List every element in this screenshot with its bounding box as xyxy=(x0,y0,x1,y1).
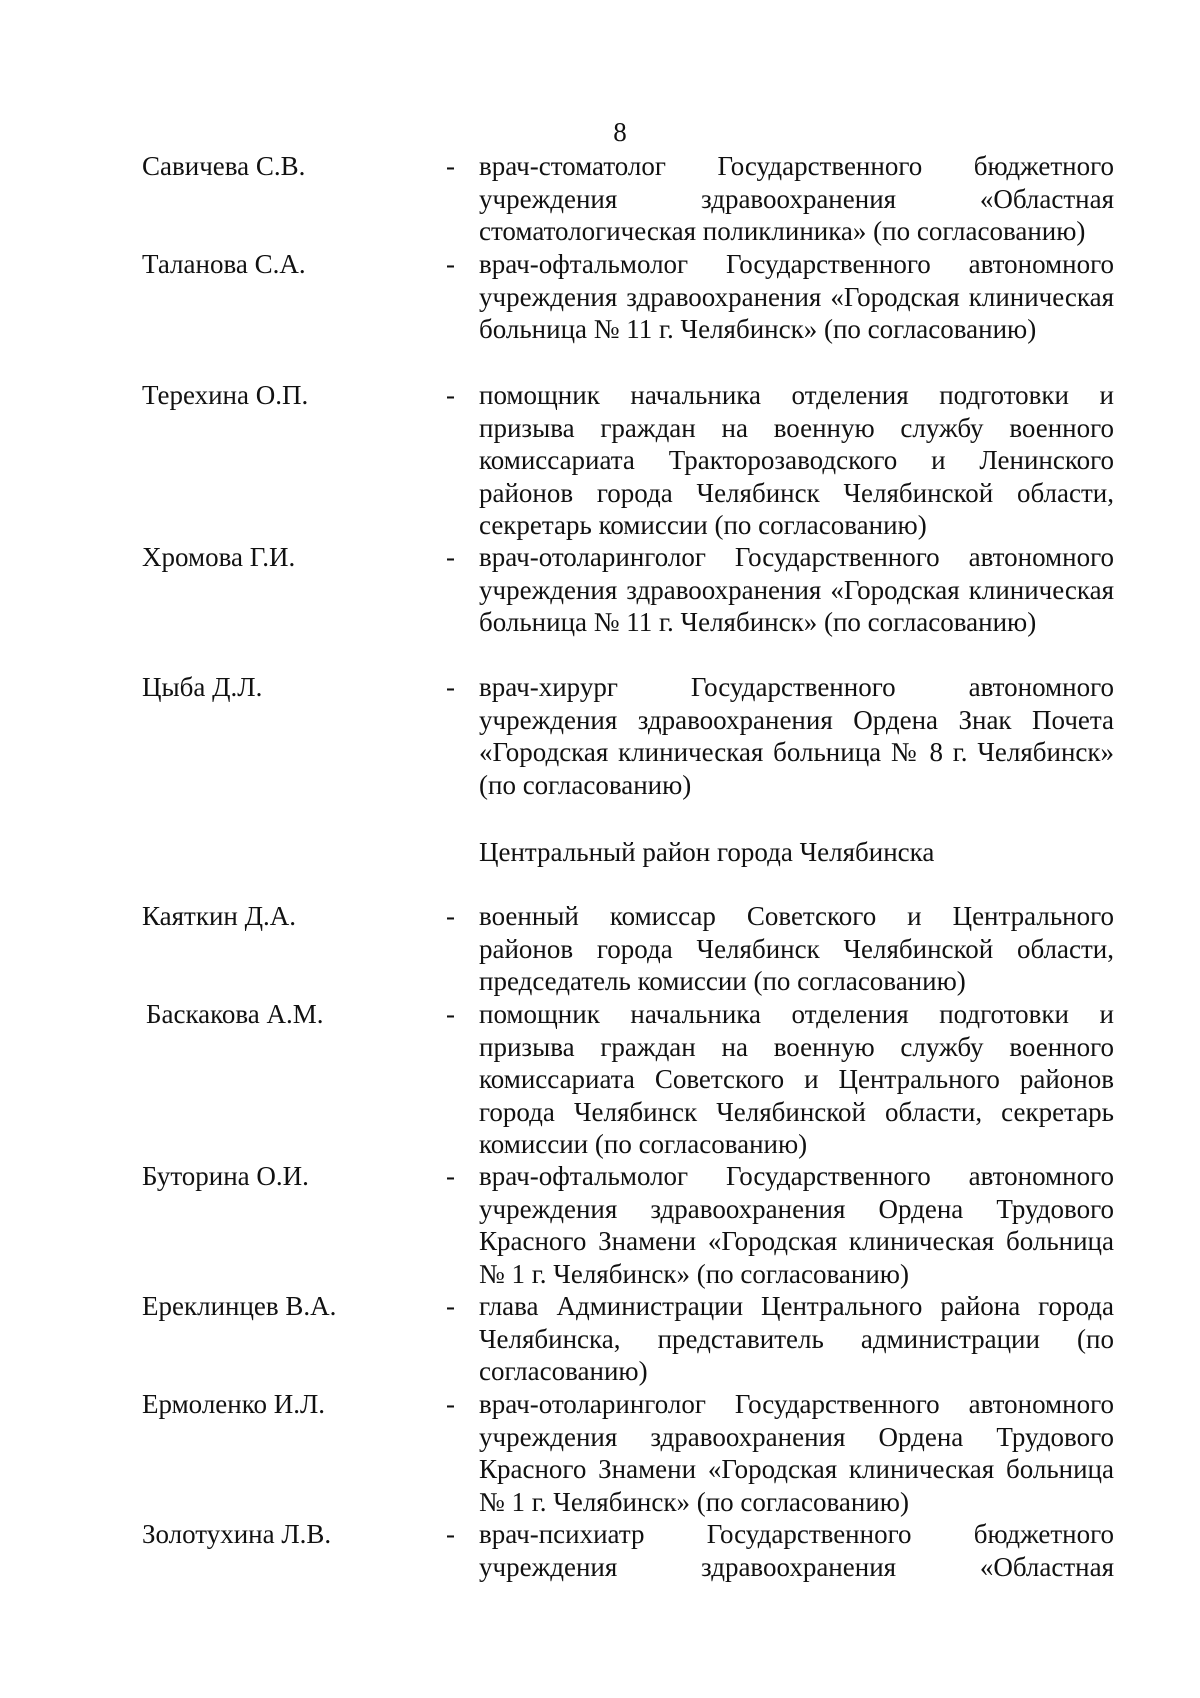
dash-separator: - xyxy=(446,1161,455,1191)
dash-separator: - xyxy=(446,1291,455,1321)
member-name: Савичева С.В. xyxy=(142,151,306,181)
member-name: Ермоленко И.Л. xyxy=(142,1389,326,1419)
member-position: врач-офтальмолог Государственного автономного учреждения здравоохранения Ордена Трудового Красного Знамени «Городская клиническая больница № 1 г. Челябинск» (по согласованию) xyxy=(479,1161,1114,1289)
dash-separator: - xyxy=(446,542,455,572)
member-name: Каяткин Д.А. xyxy=(142,901,297,931)
dash-separator: - xyxy=(446,999,455,1029)
member-name: Ереклинцев В.А. xyxy=(142,1291,337,1321)
member-position: врач-офтальмолог Государственного автономного учреждения здравоохранения «Городская клиническая больница № 11 г. Челябинск» (по согласованию) xyxy=(479,249,1114,344)
member-position: помощник начальника отделения подготовки и призыва граждан на военную службу военного комиссариата Тракторозаводского и Ленинского районов города Челябинск Челябинской области, секретарь комиссии (по согласованию) xyxy=(479,380,1114,540)
dash-separator: - xyxy=(446,1389,455,1419)
member-name: Терехина О.П. xyxy=(142,380,309,410)
member-position: глава Администрации Центрального района города Челябинска, представитель администрации (по согласованию) xyxy=(479,1291,1114,1386)
member-position: врач-стоматолог Государственного бюджетного учреждения здравоохранения «Областная стоматологическая поликлиника» (по согласованию) xyxy=(479,151,1114,246)
member-name: Хромова Г.И. xyxy=(142,542,296,572)
member-position: врач-психиатр Государственного бюджетного учреждения здравоохранения «Областная xyxy=(479,1519,1114,1582)
section-heading: Центральный район города Челябинска xyxy=(479,837,935,867)
member-position: врач-отоларинголог Государственного автономного учреждения здравоохранения Ордена Трудового Красного Знамени «Городская клиническая больница № 1 г. Челябинск» (по согласованию) xyxy=(479,1389,1114,1517)
member-position: врач-отоларинголог Государственного автономного учреждения здравоохранения «Городская клиническая больница № 11 г. Челябинск» (по согласованию) xyxy=(479,542,1114,637)
member-position: военный комиссар Советского и Центрального районов города Челябинск Челябинской области, председатель комиссии (по согласованию) xyxy=(479,901,1114,996)
member-position: помощник начальника отделения подготовки и призыва граждан на военную службу военного комиссариата Советского и Центрального районов города Челябинск Челябинской области, секретарь комиссии (по согласованию) xyxy=(479,999,1114,1159)
dash-separator: - xyxy=(446,672,455,702)
member-name: Цыба Д.Л. xyxy=(142,672,263,702)
dash-separator: - xyxy=(446,249,455,279)
member-name: Таланова С.А. xyxy=(142,249,306,279)
member-name: Баскакова А.М. xyxy=(146,999,324,1029)
dash-separator: - xyxy=(446,151,455,181)
page-number: 8 xyxy=(613,117,627,147)
member-position: врач-хирург Государственного автономного учреждения здравоохранения Ордена Знак Почета «Городская клиническая больница № 8 г. Челябинск» (по согласованию) xyxy=(479,672,1114,800)
member-name: Буторина О.И. xyxy=(142,1161,309,1191)
member-name: Золотухина Л.В. xyxy=(142,1519,332,1549)
dash-separator: - xyxy=(446,1519,455,1549)
dash-separator: - xyxy=(446,901,455,931)
dash-separator: - xyxy=(446,380,455,410)
